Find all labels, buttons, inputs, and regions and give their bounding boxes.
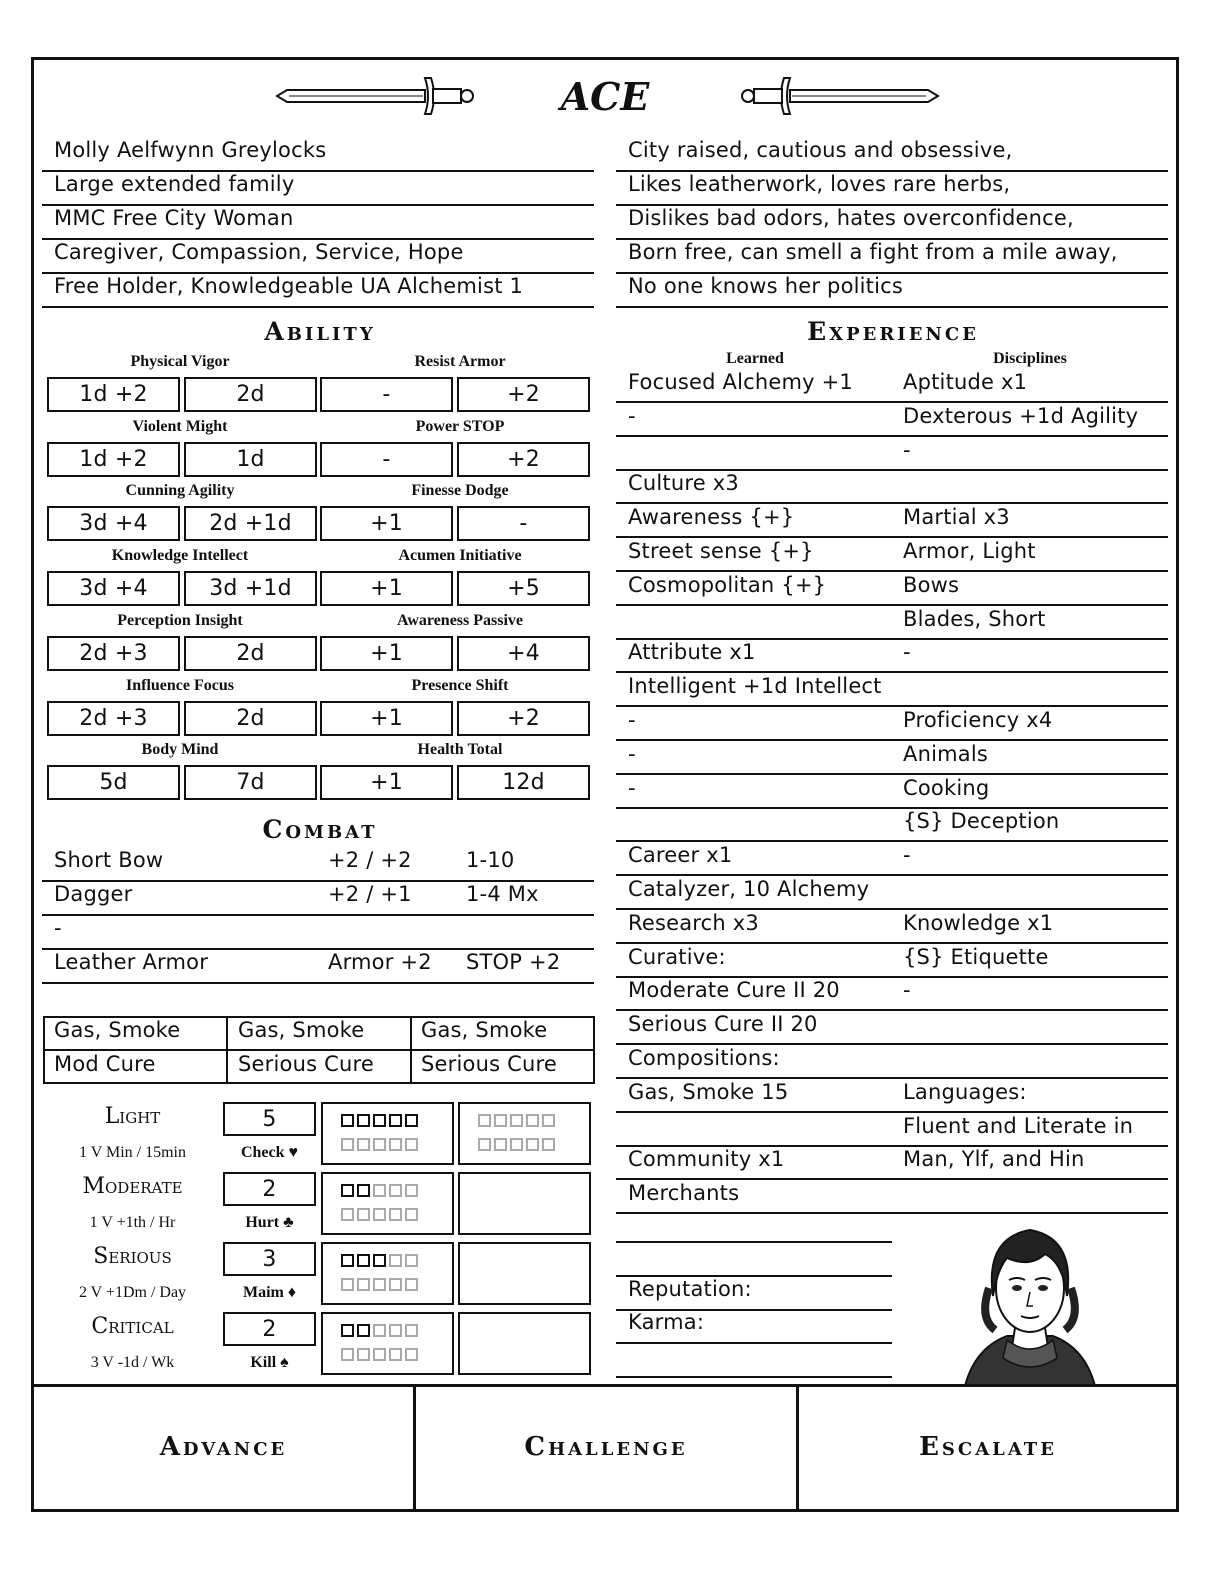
wound-checkbox[interactable]: [510, 1114, 523, 1127]
learned-entry: Awareness {+}: [628, 505, 795, 530]
ability-label: Acumen Initiative: [398, 547, 522, 565]
rule: [616, 1111, 1168, 1113]
wound-checkbox[interactable]: [389, 1348, 402, 1361]
discipline-entry: -: [903, 843, 911, 868]
ability-label: Knowledge Intellect: [111, 547, 249, 565]
wound-checkbox[interactable]: [510, 1138, 523, 1151]
item-slot: Serious Cure: [238, 1052, 374, 1076]
identity-line: MMC Free City Woman: [54, 206, 294, 230]
wound-checkbox[interactable]: [373, 1278, 386, 1291]
ability-label: Resist Armor: [414, 353, 506, 370]
wound-checkbox[interactable]: [389, 1278, 402, 1291]
learned-entry: -: [628, 403, 636, 428]
wound-checkbox[interactable]: [341, 1324, 354, 1337]
rule: [616, 1212, 1168, 1214]
discipline-entry: Cooking: [903, 775, 990, 800]
wound-value: 2: [223, 1312, 316, 1346]
wound-checkbox[interactable]: [389, 1208, 402, 1221]
rule: [42, 306, 594, 308]
portrait-image: [945, 1218, 1115, 1386]
item-divider: [226, 1016, 228, 1084]
weapon-bonus: Armor +2: [328, 950, 432, 974]
ability-label: Perception Insight: [117, 611, 243, 629]
ability-label: Cunning Agility: [125, 482, 235, 500]
wound-checkbox[interactable]: [389, 1114, 402, 1127]
wound-checkbox[interactable]: [341, 1254, 354, 1267]
wound-recovery: 3 V -1d / Wk: [90, 1354, 175, 1371]
wound-name: Serious: [93, 1244, 172, 1269]
rule: [616, 908, 1168, 910]
ability-label: Power STOP: [415, 417, 505, 435]
discipline-entry: Dexterous +1d Agility: [903, 403, 1139, 428]
ability-value: +1: [320, 701, 453, 736]
rule: [616, 469, 1168, 471]
weapon-name: -: [54, 916, 62, 940]
wound-checkbox[interactable]: [373, 1114, 386, 1127]
learned-entry: -: [628, 708, 636, 732]
learned-entry: Merchants: [628, 1181, 740, 1206]
checkbox-row: [341, 1324, 421, 1337]
ability-value: 2d: [184, 636, 317, 671]
ability-value: 12d: [457, 765, 590, 800]
learned-entry: Research x3: [628, 910, 759, 935]
rule: [616, 502, 1168, 504]
ability-value: +2: [457, 701, 590, 736]
wound-checkbox[interactable]: [357, 1138, 370, 1151]
checkbox-row: [341, 1278, 421, 1291]
wound-checkbox[interactable]: [478, 1138, 491, 1151]
wound-checkbox[interactable]: [341, 1138, 354, 1151]
rule: [616, 976, 1168, 978]
checkbox-row: [341, 1254, 421, 1267]
rule: [616, 671, 1168, 673]
wound-checkbox[interactable]: [405, 1138, 418, 1151]
checkbox-row: [341, 1138, 421, 1151]
sword-left-icon: [275, 74, 475, 118]
trait-line: Likes leatherwork, loves rare herbs,: [628, 172, 1011, 196]
weapon-damage: 1-4 Mx: [466, 882, 539, 906]
rule: [616, 401, 1168, 403]
wound-checkbox[interactable]: [389, 1138, 402, 1151]
learned-entry: Curative:: [628, 944, 726, 969]
learned-entry: Compositions:: [628, 1046, 780, 1070]
discipline-entry: Blades, Short: [903, 606, 1046, 631]
ability-value: 2d +1d: [184, 506, 317, 541]
ability-value: 2d: [184, 377, 317, 412]
item-divider: [410, 1016, 412, 1084]
combat-heading: Combat: [262, 815, 378, 844]
wound-checkbox[interactable]: [405, 1114, 418, 1127]
wound-checkbox[interactable]: [389, 1324, 402, 1337]
ability-label: Violent Might: [132, 417, 228, 435]
ability-label: Health Total: [417, 741, 503, 759]
discipline-entry: Animals: [903, 741, 989, 766]
rule: [616, 536, 1168, 538]
learned-entry: Cosmopolitan {+}: [628, 572, 827, 597]
disciplines-label: Disciplines: [993, 350, 1067, 367]
discipline-entry: Fluent and Literate in: [903, 1113, 1134, 1138]
rule: [616, 1145, 1168, 1147]
rule: [616, 705, 1168, 707]
wound-boxes-extra: [458, 1242, 591, 1305]
wound-checkbox[interactable]: [389, 1184, 402, 1197]
wound-checkbox[interactable]: [373, 1208, 386, 1221]
identity-line: Large extended family: [54, 172, 295, 196]
item-slot: Mod Cure: [54, 1052, 156, 1076]
rule: [616, 638, 1168, 640]
wound-checkbox[interactable]: [357, 1348, 370, 1361]
wound-checkbox[interactable]: [357, 1254, 370, 1267]
wound-value: 3: [223, 1242, 316, 1276]
identity-line: Free Holder, Knowledgeable UA Alchemist 1: [54, 274, 524, 298]
wound-checkbox[interactable]: [405, 1278, 418, 1291]
wound-boxes: [321, 1312, 454, 1375]
reputation-entry: Reputation:: [628, 1276, 752, 1301]
challenge-label: Challenge: [524, 1432, 688, 1462]
trait-line: Dislikes bad odors, hates overconfidence,: [628, 206, 1074, 230]
wound-checkbox[interactable]: [405, 1254, 418, 1267]
learned-entry: Culture x3: [628, 471, 739, 496]
ability-value: +4: [457, 636, 590, 671]
learned-entry: Community x1: [628, 1147, 785, 1172]
checkbox-row: [341, 1114, 421, 1127]
rule: [616, 807, 1168, 809]
identity-line: Molly Aelfwynn Greylocks: [54, 138, 327, 162]
learned-entry: Gas, Smoke 15: [628, 1079, 789, 1104]
ability-value: 2d +3: [47, 701, 180, 736]
weapon-bonus: +2 / +2: [328, 848, 412, 872]
discipline-entry: Aptitude x1: [903, 370, 1028, 394]
rule: [42, 982, 594, 984]
weapon-damage: STOP +2: [466, 950, 561, 974]
wound-checkbox[interactable]: [542, 1114, 555, 1127]
rule: [616, 1376, 892, 1378]
identity-line: Caregiver, Compassion, Service, Hope: [54, 240, 464, 264]
rule: [616, 840, 1168, 842]
item-slot: Gas, Smoke: [238, 1018, 365, 1042]
trait-line: Born free, can smell a fight from a mile away,: [628, 240, 1118, 264]
wound-boxes-extra: [458, 1312, 591, 1375]
learned-entry: -: [628, 741, 636, 766]
discipline-entry: -: [903, 640, 911, 665]
wound-recovery: 1 V +1th / Hr: [89, 1214, 176, 1231]
ability-value: 3d +4: [47, 506, 180, 541]
learned-label: Learned: [726, 350, 784, 367]
ability-value: -: [457, 506, 590, 541]
wound-checkbox[interactable]: [526, 1138, 539, 1151]
ability-label: Finesse Dodge: [411, 482, 509, 500]
ability-value: 3d +4: [47, 571, 180, 606]
escalate-label: Escalate: [919, 1432, 1057, 1462]
ability-label: Physical Vigor: [130, 353, 230, 370]
wound-checkbox[interactable]: [373, 1254, 386, 1267]
wound-recovery: 1 V Min / 15min: [79, 1144, 186, 1161]
ability-value: 1d: [184, 442, 317, 477]
wound-checkbox[interactable]: [357, 1278, 370, 1291]
page-title: ACE: [560, 74, 650, 119]
wound-checkbox[interactable]: [494, 1114, 507, 1127]
wound-checkbox[interactable]: [357, 1184, 370, 1197]
checkbox-row: [478, 1138, 558, 1151]
rule: [616, 1043, 1168, 1045]
learned-entry: Catalyzer, 10 Alchemy: [628, 877, 870, 901]
learned-entry: Serious Cure II 20: [628, 1012, 818, 1037]
trait-line: No one knows her politics: [628, 274, 904, 298]
wound-boxes-extra: [458, 1102, 591, 1165]
wound-checkbox[interactable]: [373, 1348, 386, 1361]
learned-entry: Career x1: [628, 843, 733, 868]
learned-entry: Focused Alchemy +1: [628, 370, 853, 394]
ability-value: 2d +3: [47, 636, 180, 671]
ability-value: -: [320, 377, 453, 412]
wound-checkbox[interactable]: [405, 1184, 418, 1197]
discipline-entry: Bows: [903, 572, 960, 597]
ability-value: -: [320, 442, 453, 477]
wound-checkbox[interactable]: [341, 1348, 354, 1361]
discipline-entry: Martial x3: [903, 505, 1010, 530]
weapon-damage: 1-10: [466, 848, 515, 872]
wound-checkbox[interactable]: [494, 1138, 507, 1151]
rule: [616, 739, 1168, 741]
rule: [616, 773, 1168, 775]
item-slot: Serious Cure: [421, 1052, 557, 1076]
rule: [43, 1049, 595, 1051]
wound-checkbox[interactable]: [542, 1138, 555, 1151]
wound-checkbox[interactable]: [341, 1208, 354, 1221]
rule: [616, 570, 1168, 572]
rule: [616, 1241, 892, 1243]
ability-value: +1: [320, 506, 453, 541]
wound-checkbox[interactable]: [389, 1254, 402, 1267]
wound-checkbox[interactable]: [405, 1324, 418, 1337]
rule: [616, 1178, 1168, 1180]
discipline-entry: -: [903, 437, 911, 462]
wound-checkbox[interactable]: [357, 1208, 370, 1221]
ability-value: 5d: [47, 765, 180, 800]
item-slot: Gas, Smoke: [421, 1018, 548, 1042]
wound-checkbox[interactable]: [341, 1184, 354, 1197]
wound-check: Maim ♦: [242, 1284, 297, 1301]
wound-checkbox[interactable]: [373, 1324, 386, 1337]
rule: [616, 1342, 892, 1344]
wound-boxes: [321, 1242, 454, 1305]
ability-label: Presence Shift: [411, 676, 509, 694]
wound-boxes: [321, 1102, 454, 1165]
ability-value: 7d: [184, 765, 317, 800]
ability-value: 1d +2: [47, 377, 180, 412]
discipline-entry: Proficiency x4: [903, 708, 1053, 732]
discipline-entry: Man, Ylf, and Hin: [903, 1147, 1085, 1172]
wound-checkbox[interactable]: [373, 1138, 386, 1151]
discipline-entry: Knowledge x1: [903, 910, 1054, 935]
ability-value: +2: [457, 442, 590, 477]
discipline-entry: {S} Deception: [903, 809, 1060, 834]
ability-value: 2d: [184, 701, 317, 736]
wound-name: Light: [104, 1104, 161, 1129]
wound-checkbox[interactable]: [357, 1114, 370, 1127]
ability-heading: Ability: [264, 317, 376, 346]
wound-checkbox[interactable]: [478, 1114, 491, 1127]
learned-entry: -: [628, 775, 636, 800]
ability-value: +2: [457, 377, 590, 412]
wound-value: 2: [223, 1172, 316, 1206]
learned-entry: Intelligent +1d Intellect: [628, 674, 882, 699]
weapon-bonus: +2 / +1: [328, 882, 412, 906]
wound-checkbox[interactable]: [405, 1208, 418, 1221]
learned-entry: Street sense {+}: [628, 539, 814, 563]
ability-value: +1: [320, 571, 453, 606]
wound-boxes-extra: [458, 1172, 591, 1235]
checkbox-row: [341, 1348, 421, 1361]
discipline-entry: Armor, Light: [903, 539, 1036, 563]
wound-checkbox[interactable]: [405, 1348, 418, 1361]
wound-checkbox[interactable]: [357, 1324, 370, 1337]
rule: [616, 1077, 1168, 1079]
checkbox-row: [341, 1184, 421, 1197]
wound-boxes: [321, 1172, 454, 1235]
weapon-name: Dagger: [54, 882, 133, 906]
item-slot: Gas, Smoke: [54, 1018, 181, 1042]
discipline-entry: -: [903, 978, 911, 1003]
wound-name: Moderate: [82, 1174, 183, 1199]
learned-entry: Attribute x1: [628, 640, 756, 665]
wound-checkbox[interactable]: [341, 1114, 354, 1127]
learned-entry: Moderate Cure II 20: [628, 978, 840, 1003]
weapon-name: Short Bow: [54, 848, 164, 872]
rule: [42, 914, 594, 916]
ability-value: 1d +2: [47, 442, 180, 477]
checkbox-row: [478, 1114, 558, 1127]
wound-checkbox[interactable]: [341, 1278, 354, 1291]
wound-checkbox[interactable]: [373, 1184, 386, 1197]
advance-label: Advance: [159, 1432, 288, 1462]
rule: [616, 435, 1168, 437]
ability-value: +1: [320, 636, 453, 671]
reputation-entry: Karma:: [628, 1310, 705, 1335]
rule: [616, 306, 1168, 308]
wound-check: Kill ♠: [250, 1354, 289, 1371]
wound-check: Hurt ♣: [245, 1214, 294, 1231]
footer-rule: [33, 1384, 1178, 1387]
ability-value: +1: [320, 765, 453, 800]
ability-value: 3d +1d: [184, 571, 317, 606]
discipline-entry: Languages:: [903, 1079, 1027, 1104]
experience-heading: Experience: [807, 317, 979, 346]
ability-label: Influence Focus: [126, 676, 234, 694]
rule: [616, 874, 1168, 876]
wound-name: Critical: [91, 1314, 174, 1339]
wound-check: Check ♥: [240, 1144, 299, 1161]
trait-line: City raised, cautious and obsessive,: [628, 138, 1013, 162]
wound-checkbox[interactable]: [526, 1114, 539, 1127]
ability-value: +5: [457, 571, 590, 606]
wound-recovery: 2 V +1Dm / Day: [78, 1284, 187, 1301]
discipline-entry: {S} Etiquette: [903, 944, 1049, 969]
checkbox-row: [341, 1208, 421, 1221]
sword-right-icon: [740, 74, 940, 118]
rule: [616, 604, 1168, 606]
weapon-name: Leather Armor: [54, 950, 209, 974]
ability-label: Body Mind: [141, 741, 219, 759]
ability-label: Awareness Passive: [396, 611, 524, 629]
rule: [616, 942, 1168, 944]
wound-value: 5: [223, 1102, 316, 1136]
rule: [616, 1009, 1168, 1011]
